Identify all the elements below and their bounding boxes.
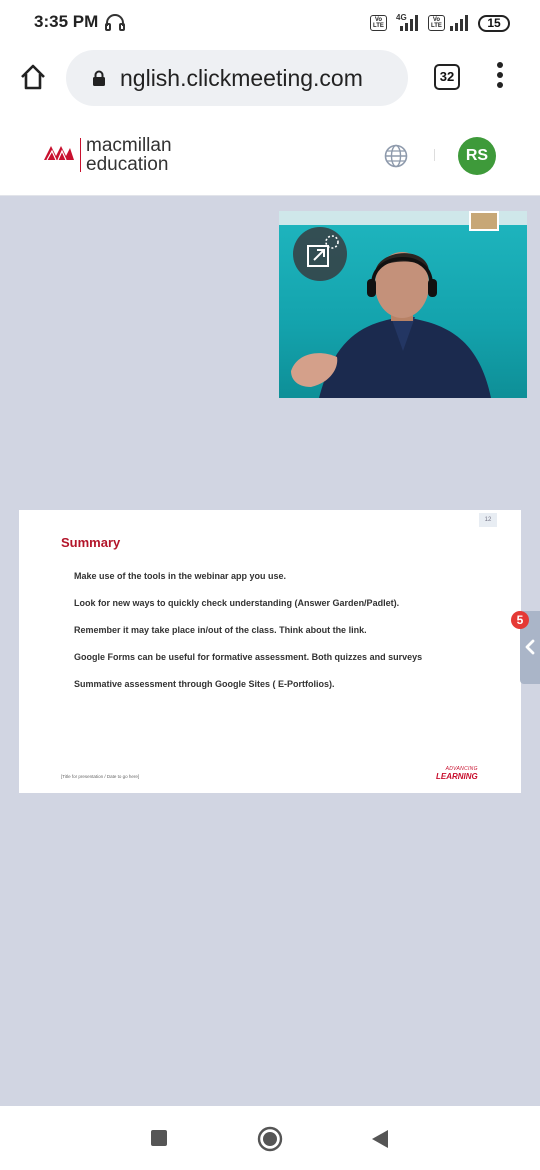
advancing-learning-logo — [436, 766, 478, 781]
popout-icon — [293, 227, 347, 281]
home-icon[interactable] — [18, 62, 48, 92]
macmillan-logo-icon — [44, 142, 74, 164]
slide-bullet: Summative assessment through Google Sites ( E-Portfolios). — [74, 679, 335, 689]
slide-bullets — [74, 571, 422, 706]
logo-text-macmillan: macmillan — [86, 135, 172, 156]
address-bar[interactable] — [66, 50, 408, 106]
android-nav-bar — [0, 1106, 540, 1170]
slide-footer: [Title for presentation / Date to go here] — [61, 774, 140, 779]
headphones-icon — [104, 12, 126, 32]
slide-bullet: Make use of the tools in the webinar app you use. — [74, 571, 287, 581]
user-avatar[interactable]: RS — [458, 137, 496, 175]
logo-text-education: education — [86, 154, 169, 175]
presentation-slide — [19, 510, 521, 793]
clock: 3:35 PM — [34, 12, 99, 31]
tab-switcher-button[interactable]: 32 — [434, 64, 460, 90]
browser-toolbar — [0, 46, 540, 112]
url-text: nglish.clickmeeting.com — [120, 65, 363, 91]
signal-icon — [392, 15, 418, 31]
volte-icon: Vo LTE — [370, 15, 387, 31]
advancing-text: ADVANCING — [445, 766, 478, 772]
network-type: 4G — [396, 13, 407, 22]
slide-bullet: Remember it may take place in/out of the class. Think about the link. — [74, 625, 367, 635]
lock-icon — [92, 70, 106, 86]
learning-text: LEARNING — [436, 772, 478, 781]
battery-icon: 15 — [478, 15, 510, 32]
popout-button[interactable] — [293, 227, 347, 281]
overflow-menu-icon[interactable] — [496, 62, 504, 92]
status-bar — [0, 0, 540, 46]
signal-icon — [446, 15, 472, 31]
recents-icon[interactable] — [151, 1130, 167, 1146]
slide-title: Summary — [61, 535, 121, 550]
notification-badge: 5 — [511, 611, 529, 629]
globe-icon[interactable] — [384, 144, 408, 168]
presenter-video[interactable] — [279, 211, 527, 398]
slide-bullet: Google Forms can be useful for formative assessment. Both quizzes and surveys — [74, 652, 423, 662]
slide-bullet: Look for new ways to quickly check understanding (Answer Garden/Padlet). — [74, 598, 400, 608]
macmillan-logo — [44, 135, 194, 178]
slide-number: 12 — [479, 513, 497, 527]
home-nav-icon[interactable] — [257, 1126, 283, 1152]
chevron-left-icon — [524, 639, 536, 655]
header-divider — [434, 149, 435, 161]
back-icon[interactable] — [370, 1128, 390, 1150]
volte-icon: Vo LTE — [428, 15, 445, 31]
site-header — [0, 112, 540, 196]
